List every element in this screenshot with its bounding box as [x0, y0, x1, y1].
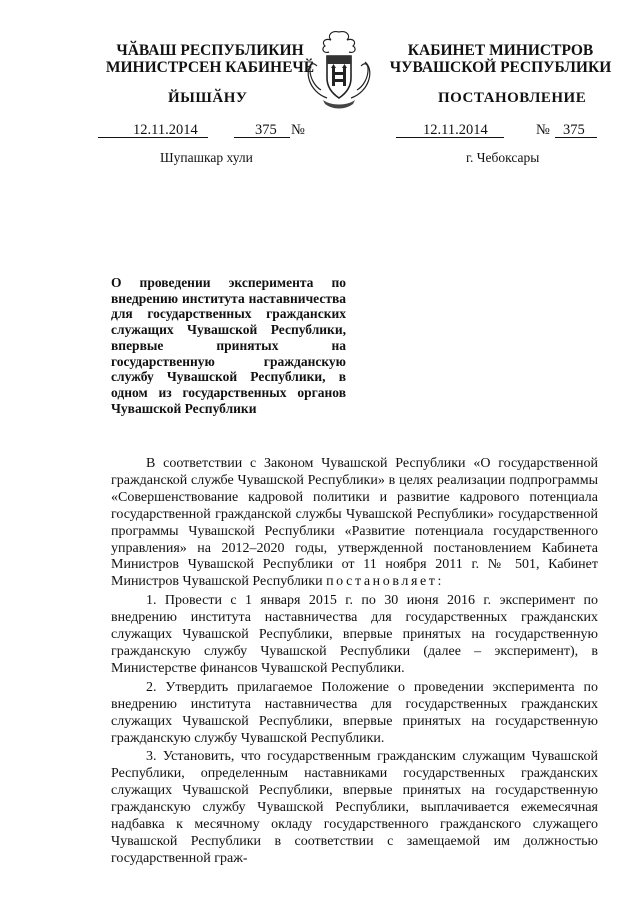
- header-left-line2: МИНИСТРСЕН КАБИНЕЧӖ: [105, 59, 315, 76]
- coat-of-arms-emblem: [301, 26, 377, 110]
- intro-paragraph: [111, 456, 598, 591]
- intro-text: В соответствии с Законом Чувашской Республики «О государственной гражданской службе Чувашской Республики» в целях реализации подпрограммы «Совершенствование кадровой политики и развитие кадрового потенциала государственной гражданской службы Чувашской Республики» государственной программы Чувашской Республики «Развитие потенциала государственного управления» на 2012–2020 годы, утвержденной постановлением Кабинета Министров Чувашской Республики от 11 ноября 2011 г. № 501, Кабинет Министров Чувашской Республики: [111, 456, 598, 590]
- subject-title-text: О проведении эксперимента по внедрению института наставничества для государственных гражданских служащих Чувашской Республики, впервые принятых на государственную гражданскую службу Чувашской Республики, в одном из государственных органов Чувашской Республики: [111, 275, 346, 416]
- place-right: г. Чебоксары: [466, 150, 540, 165]
- date-right-underline: [396, 137, 504, 138]
- decree-word: постановляет:: [326, 574, 445, 590]
- header-left-line1: ЧӐВАШ РЕСПУБЛИКИН: [116, 42, 304, 59]
- date-left: 12.11.2014: [133, 122, 198, 138]
- header-right-title: ПОСТАНОВЛЕНИЕ: [438, 90, 587, 106]
- item-3-paragraph: 3. Установить, что государственным гражданским служащим Чувашской Республики, определенным наставниками государственных гражданских служащих Чувашской Республики, впервые принятых на государственную гражданскую службу Чувашской Республики, выплачивается ежемесячная надбавка к месячному окладу государственного гражданского служащего Чувашской Республики в соответствии с замещаемой им должностью государственной граж-: [111, 749, 598, 866]
- place-left: Шупашкар хули: [160, 150, 253, 165]
- header-right-line1: КАБИНЕТ МИНИСТРОВ: [407, 42, 594, 59]
- number-sign-left: №: [291, 122, 305, 138]
- item-1-paragraph: 1. Провести с 1 января 2015 г. по 30 июня 2016 г. эксперимент по внедрению института наставничества для государственных гражданских служащих Чувашской Республики, впервые принятых на государственную гражданскую службу Чувашской Республики (далее – эксперимент), в Министерстве финансов Чувашской Республики.: [111, 593, 598, 676]
- date-left-underline: [98, 137, 208, 138]
- header-right-block: [388, 42, 613, 76]
- number-right-underline: [555, 137, 597, 138]
- subject-title: [111, 275, 346, 416]
- number-left-underline: [234, 137, 290, 138]
- header-left-block: [95, 42, 325, 76]
- item-2-paragraph: 2. Утвердить прилагаемое Положение о проведении эксперимента по внедрению института наставничества для государственных гражданских служащих Чувашской Республики, впервые принятых на государственную гражданскую службу Чувашской Республики.: [111, 679, 598, 746]
- document-body: [111, 456, 598, 868]
- number-right: 375: [563, 122, 585, 138]
- header-left-title: ЙЫШӐНУ: [168, 90, 248, 106]
- number-left: 375: [255, 122, 277, 138]
- date-right: 12.11.2014: [423, 122, 488, 138]
- number-sign-right: №: [536, 122, 550, 138]
- header-right-line2: ЧУВАШСКОЙ РЕСПУБЛИКИ: [389, 59, 612, 76]
